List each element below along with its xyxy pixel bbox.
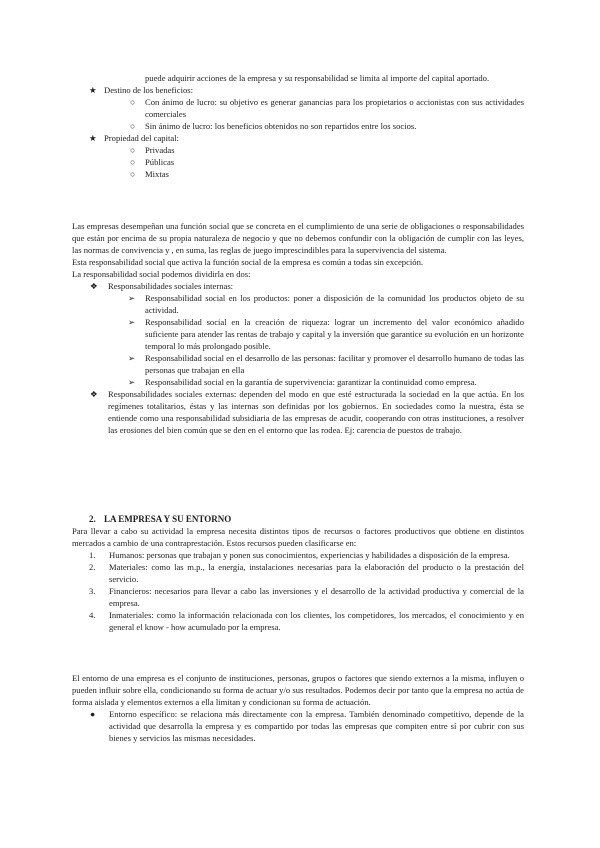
circle-bullet-icon: ○ — [130, 121, 136, 131]
list-item: ○ Sin ánimo de lucro: los beneficios obtenidos no son repartidos entre los socios. — [130, 121, 417, 131]
section-top — [72, 72, 524, 180]
star-bullet-icon: ★ — [89, 85, 97, 95]
arrow-bullet-icon: ➢ — [128, 317, 136, 327]
paragraph: El entorno de una empresa es el conjunto de instituciones, personas, grupos o factores que siendo externos a la misma, influyen o pueden influir sobre ella, condicionando su forma de actuar y/o sus resultados. Podemos decir por tanto que la empresa no actúa de forma aislada y elementos externos a ella limitan y condicionan su forma de actuación. — [72, 673, 524, 707]
circle-bullet-icon: ○ — [130, 157, 136, 167]
arrow-bullet-icon: ➢ — [128, 293, 136, 303]
section-heading: 2. LA EMPRESA Y SU ENTORNO — [89, 514, 232, 524]
circle-bullet-icon: ○ — [130, 97, 136, 107]
list-item: ○ Con ánimo de lucro: su objetivo es generar ganancias para los propietarios o accionistas con sus actividades comerciales — [130, 97, 524, 119]
list-item: ★ Destino de los beneficios: — [89, 85, 194, 95]
dot-bullet-icon: ● — [90, 709, 96, 719]
list-item: ○ Públicas — [130, 157, 175, 167]
list-item: 1. Humanos: personas que trabajan y ponen sus conocimientos, experiencias y habilidades a disposición de la empresa. — [89, 550, 510, 560]
diamond-bullet-icon: ❖ — [90, 281, 98, 291]
arrow-bullet-icon: ➢ — [128, 353, 136, 363]
list-item: ❖ Responsabilidades sociales internas: — [90, 281, 234, 291]
paragraph: Esta responsabilidad social que activa la función social de la empresa es común a todas sin excepción. — [72, 257, 424, 267]
arrow-bullet-icon: ➢ — [128, 377, 136, 387]
list-item: ➢ Responsabilidad social en la garantía de supervivencia: garantizar la continuidad como empresa. — [128, 377, 477, 387]
list-item: puede adquirir acciones de la empresa y su responsabilidad se limita al importe del capital aportado. — [145, 73, 490, 83]
section-entorno — [72, 513, 524, 633]
list-item: ❖ Responsabilidades sociales externas: dependen del modo en que esté estructurada la sociedad en la que actúa. En los regímenes totalitarios, éstas y las internas son definidas por los gobiernos. En sociedades como la nuestra, ésta se entiende como una responsabilidad subsidiaria de las empresas de acudir, cooperando con otras instituciones, a resolver las erosiones del bien común que se den en el entorno que las rodea. Ej: carencia de puestos de trabajo. — [90, 389, 524, 435]
list-item: ★ Propiedad del capital: — [89, 133, 179, 143]
paragraph: La responsabilidad social podemos dividirla en dos: — [72, 269, 251, 279]
section-entorno-def — [72, 672, 524, 744]
list-item: 4. Inmateriales: como la información relacionada con los clientes, los competidores, los mercados, el conocimiento y en general el know - how acumulado por la empresa. — [89, 610, 524, 632]
list-item: ○ Mixtas — [130, 169, 169, 179]
circle-bullet-icon: ○ — [130, 145, 136, 155]
list-item: ➢ Responsabilidad social en los productos: poner a disposición de la comunidad los productos objeto de su actividad. — [128, 293, 524, 315]
paragraph: Para llevar a cabo su actividad la empresa necesita distintos tipos de recursos o factores productivos que obtiene en distintos mercados a cambio de una contraprestación. Estos recursos pueden clasificarse en: — [72, 526, 524, 548]
list-item: ○ Privadas — [130, 145, 175, 155]
star-bullet-icon: ★ — [89, 133, 97, 143]
diamond-bullet-icon: ❖ — [90, 389, 98, 399]
paragraph: Las empresas desempeñan una función social que se concreta en el cumplimiento de una serie de obligaciones o responsabilidades que están por encima de su propia naturaleza de negocio y que no debemos confundir con la obligación de cumplir con las leyes, las normas de convivencia y , en suma, las reglas de juego imprescindibles para la supervivencia del sistema. — [72, 221, 524, 255]
list-item: 2. Materiales: como las m.p., la energía, instalaciones necesarias para la elaboración del producto o la prestación del servicio. — [89, 562, 524, 584]
list-item: 3. Financieros: necesarios para llevar a cabo las inversiones y el desarrollo de la actividad productiva y comercial de la empresa. — [89, 586, 524, 608]
section-social — [72, 220, 524, 436]
list-item: ➢ Responsabilidad social en la creación de riqueza: lograr un incremento del valor económico añadido suficiente para atender las rentas de trabajo y capital y la inversión que garantice su evolución en un horizonte temporal lo más prolongado posible. — [128, 317, 524, 351]
heading-text: LA EMPRESA Y SU ENTORNO — [104, 514, 232, 524]
list-item: ➢ Responsabilidad social en el desarrollo de las personas: facilitar y promover el desarrollo humano de todas las personas que trabajan en ella — [128, 353, 524, 375]
circle-bullet-icon: ○ — [130, 169, 136, 179]
list-item: ● Entorno específico: se relaciona más directamente con la empresa. También denominado competitivo, depende de la actividad que desarrolla la empresa y es compartido por todas las empresas que compiten entre sí por cubrir con sus bienes y servicios las mismas necesidades. — [90, 709, 524, 743]
